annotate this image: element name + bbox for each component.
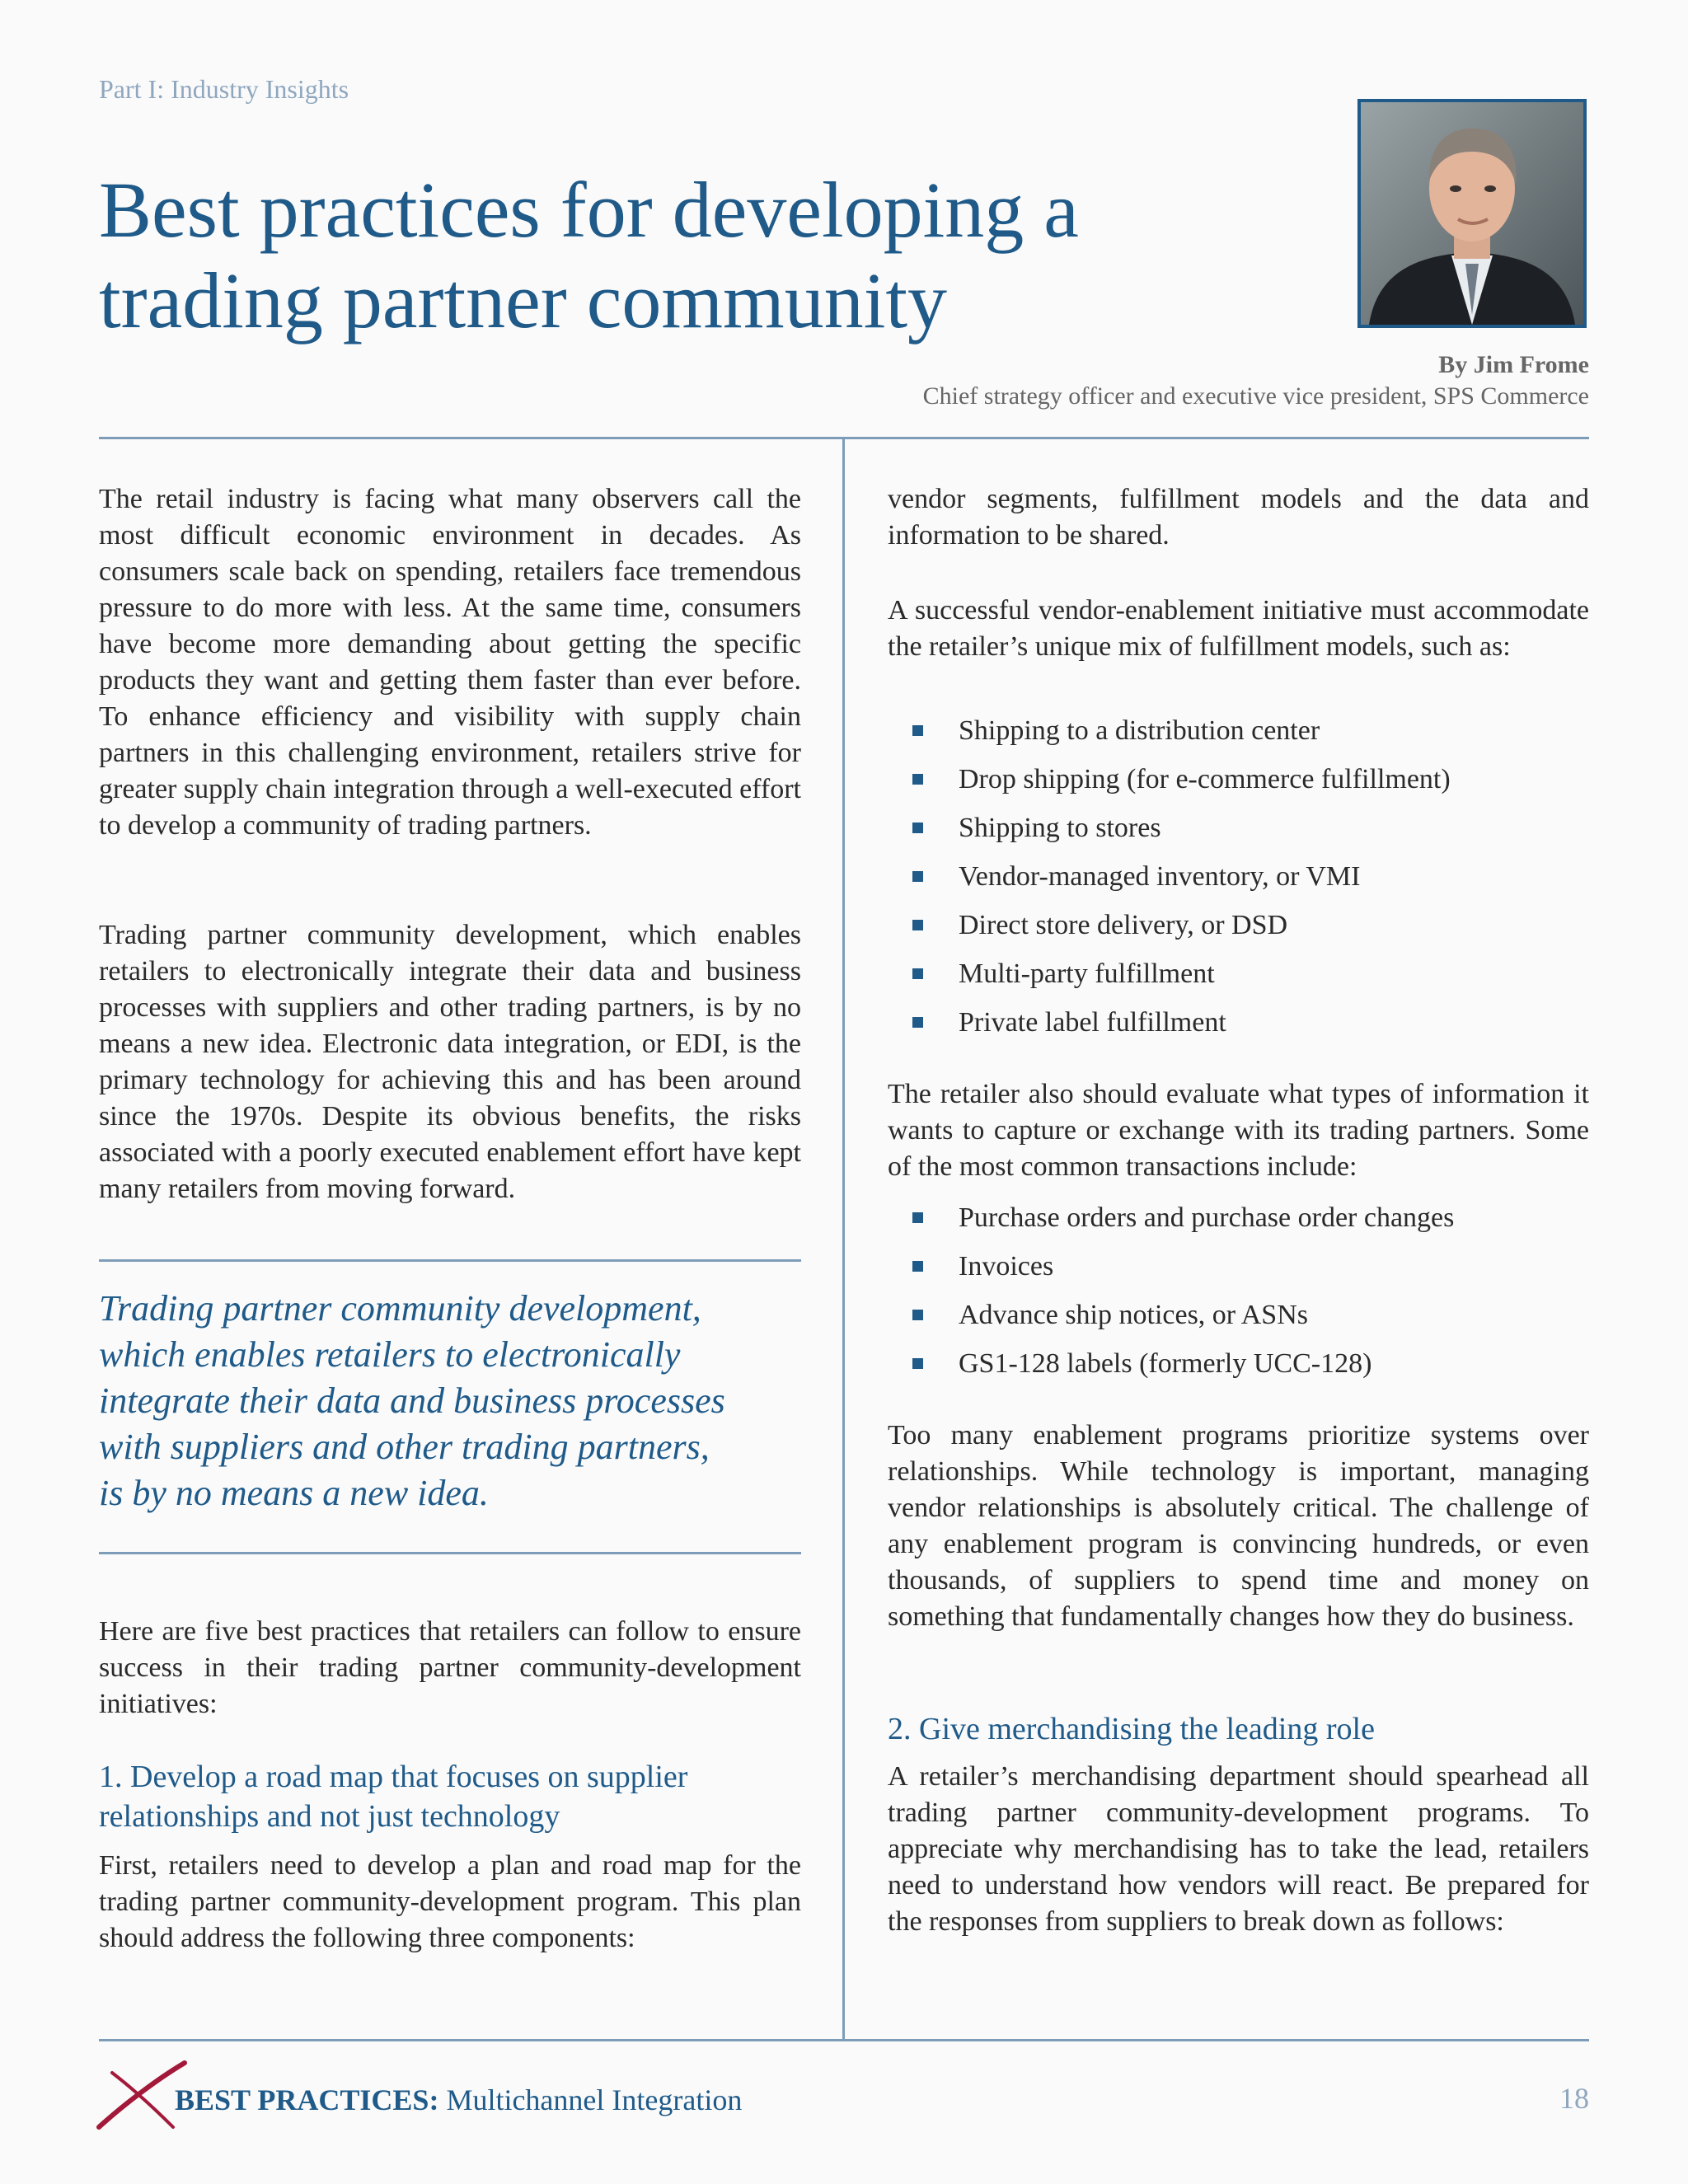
fulfillment-models-list: [888, 713, 1589, 1053]
bullet-square-icon: [912, 1261, 923, 1272]
pullquote-line: Trading partner community development,: [99, 1288, 701, 1329]
transactions-list: [888, 1200, 1589, 1394]
author-portrait-image: [1361, 102, 1583, 325]
author-title: Chief strategy officer and executive vice president, SPS Commerce: [922, 382, 1589, 410]
right-paragraph-4: [888, 1418, 1589, 1635]
history-paragraph: Trading partner community development, which enables retailers to electronically integrate their data and business processes with suppliers and other trading partners, is by no means a new idea. Electronic data integration, or EDI, is the primary technology for achieving this and has been around since the 1970s. Despite its obvious benefits, the risks associated with a poorly executed enablement effort have kept many retailers from moving forward.: [99, 920, 801, 1204]
right-paragraph-2: [888, 593, 1589, 665]
byline: By Jim Frome: [1438, 351, 1589, 378]
bullet-square-icon: [912, 1358, 923, 1369]
list-item: Private label fulfillment: [888, 1005, 1589, 1053]
page-title: [99, 165, 1269, 346]
bullet-square-icon: [912, 774, 923, 785]
list-item: Shipping to a distribution center: [888, 713, 1589, 762]
page-number: 18: [1559, 2082, 1589, 2115]
pullquote-top-rule: [99, 1259, 801, 1262]
left-paragraph-2: [99, 917, 801, 1207]
pullquote-line: is by no means a new idea.: [99, 1473, 489, 1513]
list-item: Multi-party fulfillment: [888, 956, 1589, 1005]
section-heading-1: 1. Develop a road map that focuses on supplier relationships and not just technology: [99, 1760, 688, 1834]
relationships-paragraph: Too many enablement programs prioritize systems over relationships. While technology is important, managing vendor relationships is absolutely critical. The challenge of any enablement program is convincing hundreds, or even thousands, of suppliers to spend time and money on something that fundamentally changes how they do business.: [888, 1420, 1589, 1632]
bullet-square-icon: [912, 968, 923, 979]
fulfillment-intro: A successful vendor-enablement initiative must accommodate the retailer’s unique mix of fulfillment models, such as:: [888, 595, 1589, 662]
publication-name: BEST PRACTICES: Multichannel Integration: [175, 2083, 743, 2116]
list-item: Shipping to stores: [888, 810, 1589, 859]
intro-paragraph: The retail industry is facing what many observers call the most difficult economic environment in decades. As consumers scale back on spending, retailers face tremendous pressure to do more with less. At the same time, consumers have become more demanding about getting the specific products they want and getting them faster than ever before. To enhance efficiency and visibility with supply chain partners in this challenging environment, retailers strive for greater supply chain integration through a well-executed effort to develop a community of trading partners.: [99, 484, 801, 841]
road-map-paragraph: First, retailers need to develop a plan and road map for the trading partner community-development program. This plan should address the following three components:: [99, 1850, 801, 1953]
column-divider: [842, 439, 845, 2040]
bullet-square-icon: [912, 1212, 923, 1223]
footer-divider: [99, 2039, 1589, 2041]
list-item: GS1-128 labels (formerly UCC-128): [888, 1346, 1589, 1394]
pullquote-line: integrate their data and business processes: [99, 1380, 725, 1421]
list-item: Direct store delivery, or DSD: [888, 907, 1589, 956]
section-heading-2: 2. Give merchandising the leading role: [888, 1712, 1375, 1746]
list-item: Advance ship notices, or ASNs: [888, 1297, 1589, 1346]
bullet-square-icon: [912, 823, 923, 833]
pullquote-line: with suppliers and other trading partners,: [99, 1427, 710, 1467]
right-paragraph-1: [888, 481, 1589, 554]
bullet-square-icon: [912, 1310, 923, 1320]
pullquote-line: which enables retailers to electronically: [99, 1334, 681, 1375]
title-line-2: trading partner community: [99, 256, 948, 344]
list-item: Invoices: [888, 1249, 1589, 1297]
bullet-square-icon: [912, 871, 923, 882]
title-line-1: Best practices for developing a: [99, 166, 1079, 254]
transactions-intro: The retailer also should evaluate what types of information it wants to capture or exchange with its trading partners. Some of the most common transactions include:: [888, 1079, 1589, 1182]
right-paragraph-3: [888, 1076, 1589, 1185]
continued-paragraph: vendor segments, fulfillment models and the data and information to be shared.: [888, 484, 1589, 551]
list-item: Purchase orders and purchase order changes: [888, 1200, 1589, 1249]
pullquote: [99, 1286, 725, 1516]
left-paragraph-4: [99, 1848, 801, 1957]
bullet-square-icon: [912, 725, 923, 736]
list-item: Drop shipping (for e-commerce fulfillment): [888, 762, 1589, 810]
left-paragraph-3: [99, 1614, 801, 1722]
merchandising-paragraph: A retailer’s merchandising department should spearhead all trading partner community-development programs. To appreciate why merchandising has to take the lead, retailers need to understand how vendors will react. Be prepared for the responses from suppliers to break down as follows:: [888, 1761, 1589, 1937]
pullquote-bottom-rule: [99, 1552, 801, 1554]
section-label: Part I: Industry Insights: [99, 74, 349, 104]
right-paragraph-5: [888, 1759, 1589, 1940]
bullet-square-icon: [912, 1017, 923, 1028]
best-practices-intro: Here are five best practices that retailers can follow to ensure success in their trading partner community-development initiatives:: [99, 1616, 801, 1719]
bullet-square-icon: [912, 920, 923, 930]
list-item: Vendor-managed inventory, or VMI: [888, 859, 1589, 907]
author-photo: [1357, 99, 1587, 328]
left-paragraph-1: [99, 481, 801, 844]
